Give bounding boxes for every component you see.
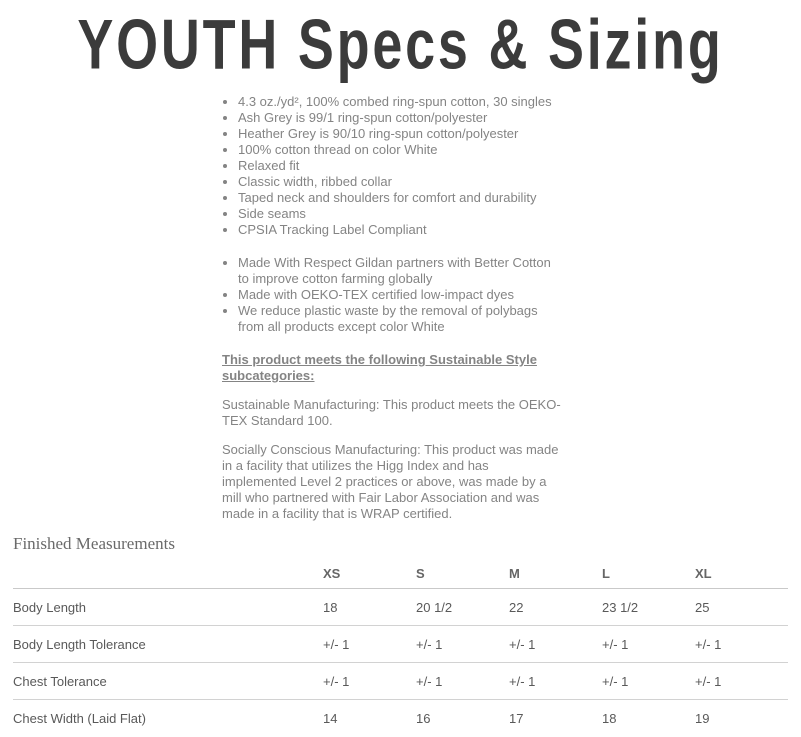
cell: 22 [509,589,602,626]
sustainability-bullet-list [222,255,562,335]
paragraph-socially-conscious-manufacturing: Socially Conscious Manufacturing: This product was made in a facility that utilizes the Higg Index and has implemented Level 2 practices or above, was made by a mill who partnered with Fair Labor Association and was made in a facility that is WRAP certified. [222,442,559,521]
spec-item: • Taped neck and shoulders for comfort and durability [238,190,562,206]
column-header-xl: XL [695,560,788,589]
spec-item: • Classic width, ribbed collar [238,174,562,190]
cell: +/- 1 [695,663,788,700]
sustainability-item: • Made With Respect Gildan partners with Better Cotton to improve cotton farming globally [238,255,562,287]
table-row-chest-tolerance [13,663,788,700]
column-header-m: M [509,560,602,589]
size-table-corner-cell [13,560,323,589]
title-bar [0,0,801,86]
cell: +/- 1 [416,663,509,700]
table-row-body-length-tolerance [13,626,788,663]
cell: 25 [695,589,788,626]
page-title: YOUTH Specs & Sizing [77,5,724,85]
row-label: Body Length [13,589,323,626]
subcategories-heading: This product meets the following Sustainable Style subcategories: [222,352,537,383]
cell: 20 1/2 [416,589,509,626]
cell: 19 [695,711,710,726]
table-row-body-length [13,589,788,626]
row-label: Chest Width (Laid Flat) [13,711,146,726]
spec-item: • Relaxed fit [238,158,562,174]
spec-item: • Side seams [238,206,562,222]
specs-bullet-list [222,94,562,238]
cell: 14 [323,711,338,726]
cell: +/- 1 [323,626,416,663]
cell: 17 [509,711,524,726]
finished-measurements-heading: Finished Measurements [13,534,175,553]
cell: 18 [323,589,416,626]
spec-item: • 4.3 oz./yd², 100% combed ring-spun cotton, 30 singles [238,94,562,110]
cell: +/- 1 [323,663,416,700]
cell: +/- 1 [602,626,695,663]
product-specs-section [222,94,562,522]
column-header-xs: XS [323,560,416,589]
cell: 18 [602,711,617,726]
cell: +/- 1 [695,626,788,663]
row-label: Chest Tolerance [13,663,323,700]
sustainability-item: • We reduce plastic waste by the removal of polybags from all products except color White [238,303,562,335]
spec-item: • Ash Grey is 99/1 ring-spun cotton/polyester [238,110,562,126]
cell: +/- 1 [509,663,602,700]
row-label: Body Length Tolerance [13,626,323,663]
cell: 23 1/2 [602,589,695,626]
cell: 16 [416,711,431,726]
spec-item: • Heather Grey is 90/10 ring-spun cotton/polyester [238,126,562,142]
spec-item: • CPSIA Tracking Label Compliant [238,222,562,238]
paragraph-sustainable-manufacturing: Sustainable Manufacturing: This product meets the OEKO-TEX Standard 100. [222,397,561,428]
size-table-header-row [13,560,788,589]
size-table [13,560,788,736]
cell: +/- 1 [602,663,695,700]
sustainability-item: • Made with OEKO-TEX certified low-impact dyes [238,287,562,303]
column-header-l: L [602,560,695,589]
cell: +/- 1 [509,626,602,663]
spec-item: • 100% cotton thread on color White [238,142,562,158]
column-header-s: S [416,560,509,589]
cell: +/- 1 [416,626,509,663]
table-row-chest-width [13,700,788,737]
